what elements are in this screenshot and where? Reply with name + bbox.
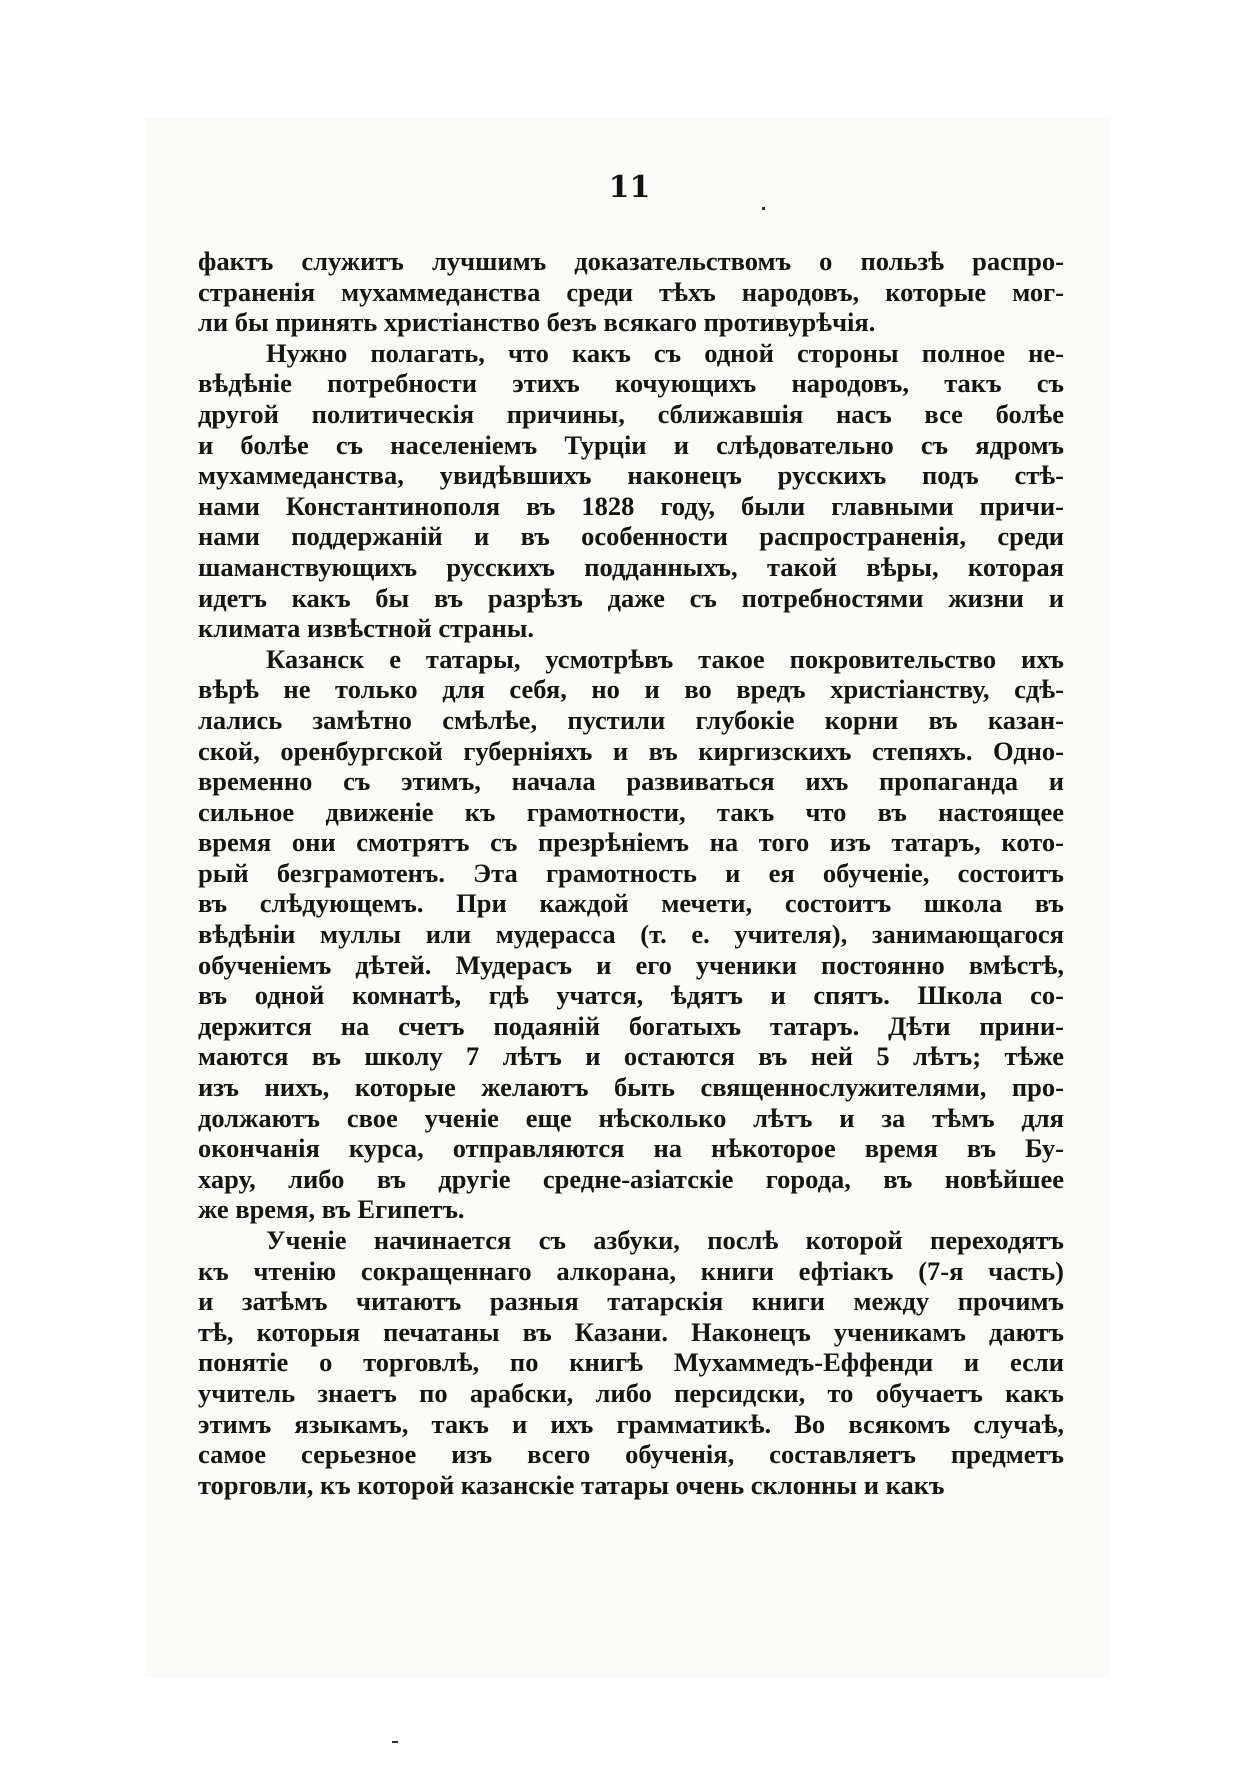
- text-line: самое серьезное изъ всего обученія, составляетъ предметъ: [198, 1439, 1064, 1470]
- text-line: должаютъ свое ученіе еще нѣсколько лѣтъ и за тѣмъ для: [198, 1102, 1064, 1133]
- text-line: Ученіе начинается съ азбуки, послѣ которой переходятъ: [266, 1225, 1064, 1255]
- text-line: идетъ какъ бы въ разрѣзъ даже съ потребностями жизни и: [198, 582, 1064, 613]
- text-line: вѣдѣніе потребности этихъ кочующихъ народовъ, такъ съ: [198, 368, 1064, 399]
- text-line: ской, оренбургской губерніяхъ и въ киргизскихъ степяхъ. Одно-: [198, 735, 1064, 766]
- text-line: маются въ школу 7 лѣтъ и остаются въ ней 5 лѣтъ; тѣже: [198, 1041, 1064, 1072]
- text-line: хару, либо въ другіе средне-азіатскіе города, въ новѣйшее: [198, 1163, 1064, 1194]
- text-line: ли бы принять христіанство безъ всякаго противурѣчія.: [198, 307, 876, 338]
- text-line: и болѣе съ населеніемъ Турціи и слѣдовательно съ ядромъ: [198, 429, 1064, 460]
- ink-speck: [762, 207, 765, 210]
- text-line: мухаммеданства, увидѣвшихъ наконецъ русскихъ подъ стѣ-: [198, 460, 1064, 491]
- text-line: временно съ этимъ, начала развиваться ихъ пропаганда и: [198, 766, 1064, 797]
- text-line: климата извѣстной страны.: [198, 613, 535, 644]
- text-line: же время, въ Египетъ.: [198, 1194, 465, 1225]
- text-line: учитель знаетъ по арабски, либо персидски, то обучаетъ какъ: [198, 1377, 1064, 1408]
- page-number: 11: [608, 170, 651, 205]
- text-line: и затѣмъ читаютъ разныя татарскія книги между прочимъ: [198, 1286, 1064, 1317]
- text-line: шаманствующихъ русскихъ подданныхъ, такой вѣры, которая: [198, 551, 1064, 582]
- text-line: держится на счетъ подаяній богатыхъ татаръ. Дѣти прини-: [198, 1010, 1064, 1041]
- text-line: лались замѣтно смѣлѣе, пустили глубокіе корни въ казан-: [198, 704, 1064, 735]
- text-line: этимъ языкамъ, такъ и ихъ грамматикѣ. Во всякомъ случаѣ,: [198, 1408, 1064, 1439]
- text-line: къ чтенію сокращеннаго алкорана, книги ефтіакъ (7-я часть): [198, 1255, 1064, 1286]
- text-line: въ слѣдующемъ. При каждой мечети, состоитъ школа въ: [198, 888, 1064, 919]
- text-line: понятіе о торговлѣ, по книгѣ Мухаммедъ-Еффенди и если: [198, 1347, 1064, 1378]
- text-line: Нужно полагать, что какъ съ одной стороны полное не-: [266, 337, 1064, 368]
- text-line: рый безграмотенъ. Эта грамотность и ея обученіе, состоитъ: [198, 857, 1064, 888]
- body-text: [198, 246, 1064, 1500]
- text-line: вѣдѣніи муллы или мудерасса (т. е. учителя), занимающагося: [198, 919, 1064, 950]
- text-line: сильное движеніе къ грамотности, такъ что въ настоящее: [198, 796, 1064, 827]
- text-line: другой политическія причины, сближавшія насъ все болѣе: [198, 398, 1064, 429]
- text-line: время они смотрятъ съ презрѣніемъ на того изъ татаръ, кото-: [198, 827, 1064, 858]
- text-line: торговли, къ которой казанскіе татары очень склонны и какъ: [198, 1469, 945, 1500]
- text-line: окончанія курса, отправляются на нѣкоторое время въ Бу-: [198, 1133, 1064, 1164]
- text-line: страненія мухаммеданства среди тѣхъ народовъ, которые мог-: [198, 276, 1064, 307]
- text-line: изъ нихъ, которые желаютъ быть священнослужителями, про-: [198, 1072, 1064, 1103]
- text-line: Казанск е татары, усмотрѣвъ такое покровительство ихъ: [266, 643, 1064, 674]
- text-line: вѣрѣ не только для себя, но и во вредъ христіанству, сдѣ-: [198, 674, 1064, 705]
- text-line: тѣ, которыя печатаны въ Казани. Наконецъ ученикамъ даютъ: [198, 1316, 1064, 1347]
- ink-speck: [392, 1741, 398, 1743]
- text-line: въ одной комнатѣ, гдѣ учатся, ѣдятъ и спятъ. Школа со-: [198, 980, 1064, 1011]
- text-line: нами поддержаній и въ особенности распространенія, среди: [198, 521, 1064, 552]
- text-line: обученіемъ дѣтей. Мудерасъ и его ученики постоянно вмѣстѣ,: [198, 949, 1064, 980]
- text-line: фактъ служитъ лучшимъ доказательствомъ о пользѣ распро-: [198, 246, 1064, 276]
- text-line: нами Константинополя въ 1828 году, были главными причи-: [198, 490, 1064, 521]
